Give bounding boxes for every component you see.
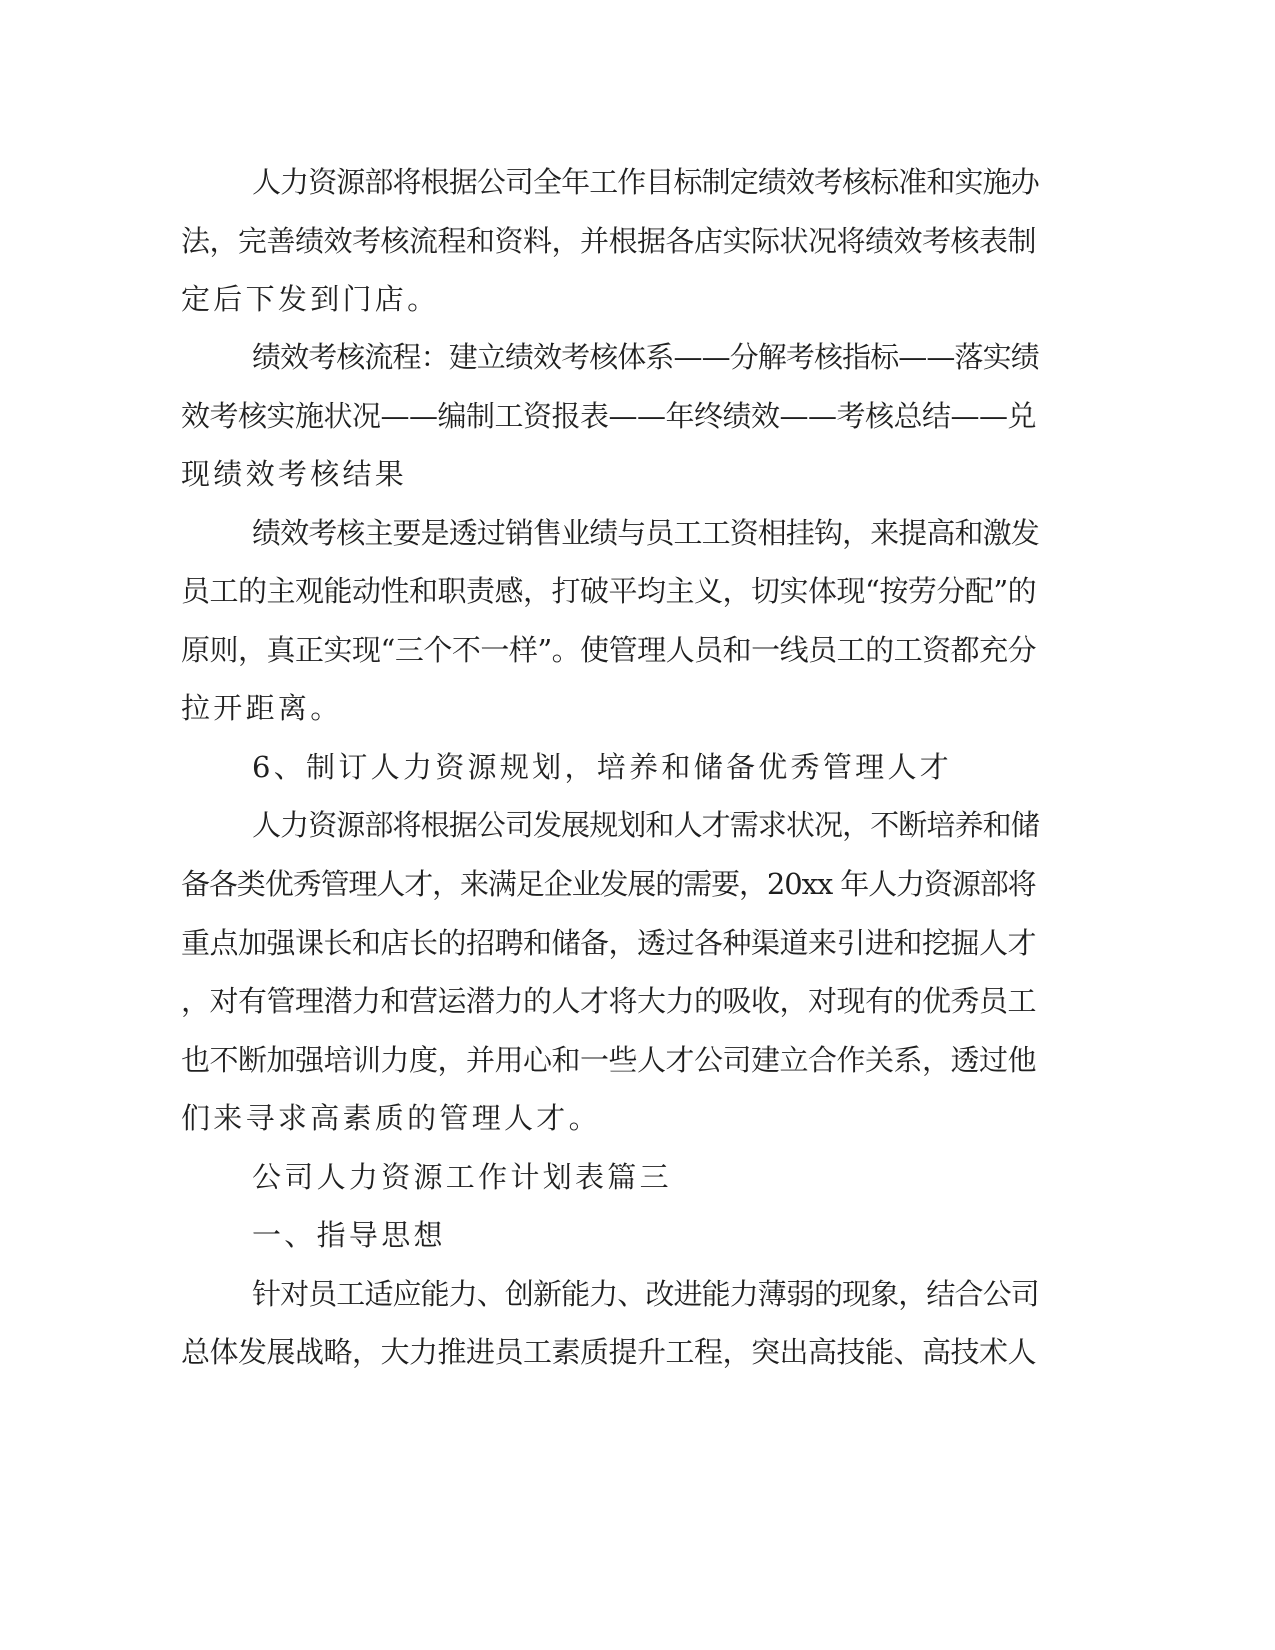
- paragraph-line: 绩效考核流程：建立绩效考核体系——分解考核指标——落实绩: [252, 340, 1039, 374]
- paragraph-line: 拉开距离。: [181, 691, 343, 725]
- paragraph-line: 针对员工适应能力、创新能力、改进能力薄弱的现象，结合公司: [252, 1277, 1039, 1311]
- paragraph-line: 总体发展战略，大力推进员工素质提升工程，突出高技能、高技术人: [181, 1335, 1037, 1369]
- section-heading: 一、指导思想: [252, 1218, 446, 1252]
- paragraph-line: 现绩效考核结果: [181, 457, 408, 491]
- paragraph-line: 人力资源部将根据公司发展规划和人才需求状况，不断培养和储: [252, 808, 1039, 842]
- section-title: 公司人力资源工作计划表篇三: [252, 1160, 672, 1194]
- paragraph-line: 人力资源部将根据公司全年工作目标制定绩效考核标准和实施办: [252, 165, 1039, 199]
- paragraph-line: 法，完善绩效考核流程和资料，并根据各店实际状况将绩效考核表制: [181, 224, 1037, 258]
- paragraph-line: 重点加强课长和店长的招聘和储备，透过各种渠道来引进和挖掘人才: [181, 926, 1037, 960]
- paragraph-line: 定后下发到门店。: [181, 282, 440, 316]
- section-heading: 6、制订人力资源规划，培养和储备优秀管理人才: [252, 750, 953, 784]
- paragraph-line: 员工的主观能动性和职责感，打破平均主义，切实体现“按劳分配”的: [181, 574, 1037, 608]
- paragraph-line: ，对有管理潜力和营运潜力的人才将大力的吸收，对现有的优秀员工: [181, 984, 1037, 1018]
- paragraph-line: 原则，真正实现“三个不一样”。使管理人员和一线员工的工资都充分: [181, 633, 1037, 667]
- paragraph-line: 绩效考核主要是透过销售业绩与员工工资相挂钩，来提高和激发: [252, 516, 1039, 550]
- paragraph-line: 备各类优秀管理人才，来满足企业发展的需要，20xx 年人力资源部将: [181, 867, 1036, 901]
- paragraph-line: 也不断加强培训力度，并用心和一些人才公司建立合作关系，透过他: [181, 1043, 1037, 1077]
- paragraph-line: 效考核实施状况——编制工资报表——年终绩效——考核总结——兑: [181, 399, 1037, 433]
- paragraph-line: 们来寻求高素质的管理人才。: [181, 1101, 601, 1135]
